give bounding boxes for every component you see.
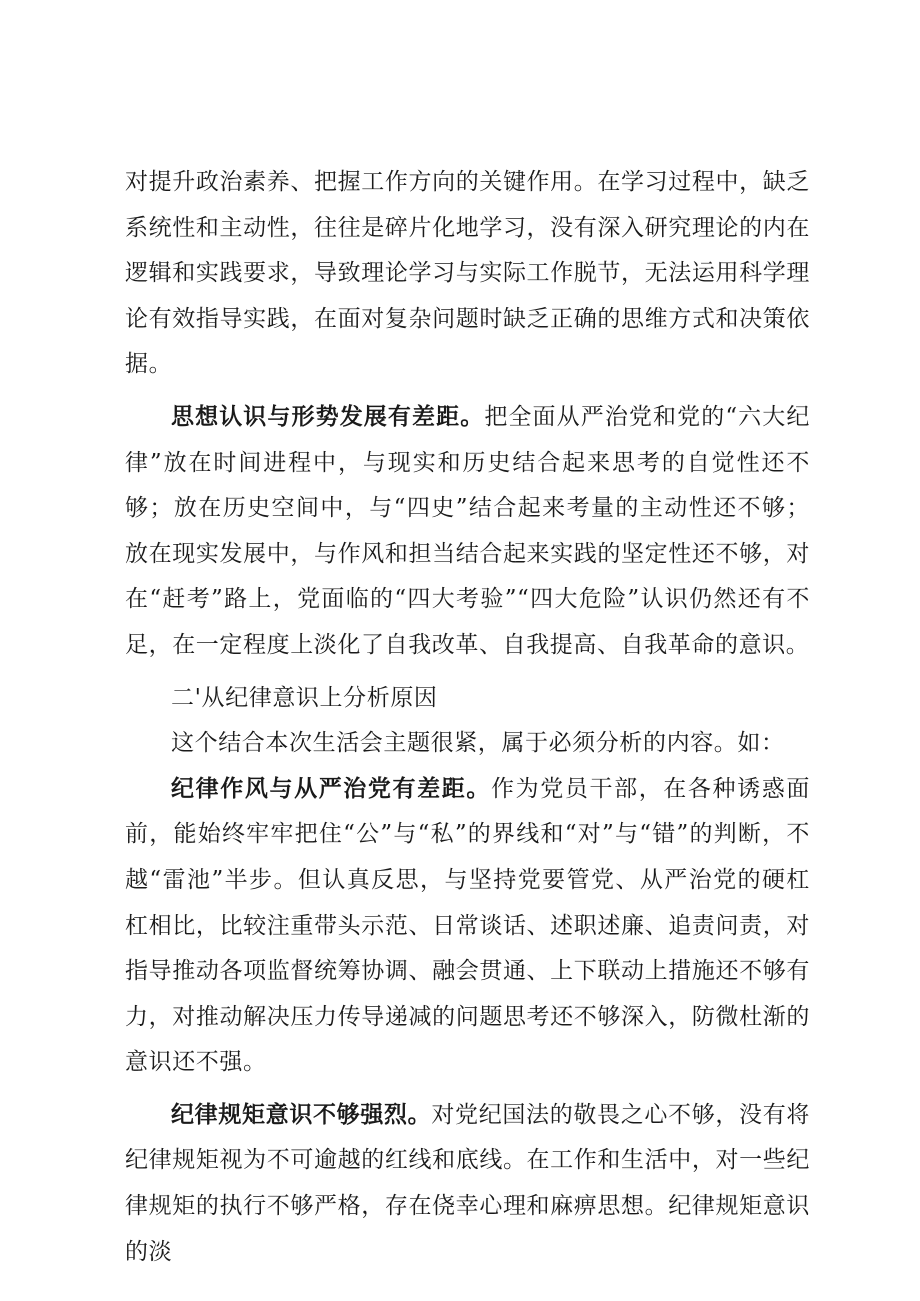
document-body [125, 160, 810, 1275]
paragraph-ideological-gap [125, 395, 810, 669]
paragraph-text: 对提升政治素养、把握工作方向的关键作用。在学习过程中，缺乏系统性和主动性，往往是碎片化地学习，没有深入研究理论的内在逻辑和实践要求，导致理论学习与实际工作脱节，无法运用科学理论有效指导实践，在面对复杂问题时缺乏正确的思维方式和决策依据。 [125, 169, 810, 378]
paragraph-discipline-style [125, 767, 810, 1086]
paragraph-lead-heading: 纪律规矩意识不够强烈。 [171, 1101, 432, 1128]
paragraph-lead-heading: 思想认识与形势发展有差距。 [171, 403, 485, 430]
paragraph-lead-heading: 纪律作风与从严治党有差距。 [171, 775, 491, 802]
paragraph-text: 作为党员干部，在各种诱惑面前，能始终牢牢把住“公”与“私”的界线和“对”与“错”的判断，不越“雷池”半步。但认真反思，与坚持党要管党、从严治党的硬杠杠相比，比较注重带头示范、日常谈话、述职述廉、追责问责，对指导推动各项监督统筹协调、融会贯通、上下联动上措施还不够有力，对推动解决压力传导递减的问题思考还不够深入，防微杜渐的意识还不强。 [125, 775, 810, 1076]
paragraph-discipline-awareness [125, 1093, 810, 1275]
paragraph-intro [125, 721, 810, 767]
paragraph-text: 把全面从严治党和党的“六大纪律”放在时间进程中，与现实和历史结合起来思考的自觉性还不够；放在历史空间中，与“四史”结合起来考量的主动性还不够；放在现实发展中，与作风和担当结合起来实践的坚定性还不够，对在“赶考”路上，党面临的“四大考验”“四大危险”认识仍然还有不足，在一定程度上淡化了自我改革、自我提高、自我革命的意识。 [125, 403, 810, 658]
paragraph-text: 对党纪国法的敬畏之心不够，没有将纪律规矩视为不可逾越的红线和底线。在工作和生活中，对一些纪律规矩的执行不够严格，存在侥幸心理和麻痹思想。纪律规矩意识的淡 [125, 1101, 810, 1265]
section-heading-text: 二'从纪律意识上分析原因 [171, 684, 438, 711]
section-heading-discipline [125, 676, 810, 722]
paragraph-text: 这个结合本次生活会主题很紧，属于必须分析的内容。如： [171, 730, 785, 757]
paragraph-continuation [125, 160, 810, 388]
